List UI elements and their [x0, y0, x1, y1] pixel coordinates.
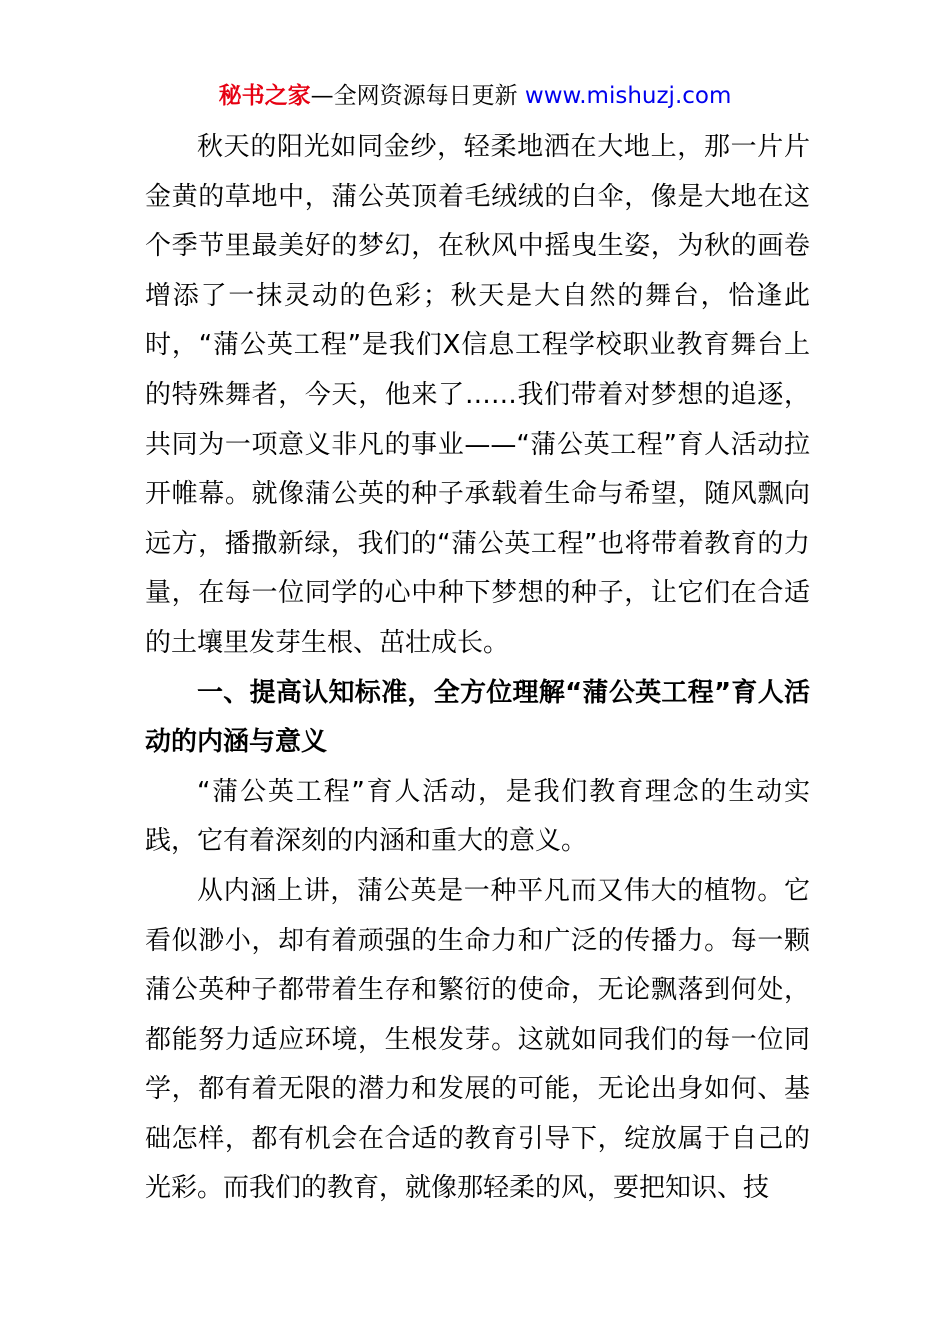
section-intro-paragraph: “蒲公英工程”育人活动，是我们教育理念的生动实践，它有着深刻的内涵和重大的意义。 — [145, 776, 810, 857]
brand-name: 秘书之家 — [218, 83, 311, 109]
page-header — [0, 80, 950, 112]
document-body — [145, 123, 810, 1214]
intro-paragraph: 秋天的阳光如同金纱，轻柔地洒在大地上，那一片片金黄的草地中，蒲公英顶着毛绒绒的白伞，像是大地在这个季节里最美好的梦幻，在秋风中摇曳生姿，为秋的画卷增添了一抹灵动的色彩；秋天是大自然的舞台，恰逢此时，“蒲公英工程”是我们X信息工程学校职业教育舞台上的特殊舞者，今天，他来了……我们带着对梦想的追逐，共同为一项意义非凡的事业——“蒲公英工程”育人活动拉开帷幕。就像蒲公英的种子承载着生命与希望，随风飘向远方，播撒新绿，我们的“蒲公英工程”也将带着教育的力量，在每一位同学的心中种下梦想的种子，让它们在合适的土壤里发芽生根、茁壮成长。 — [145, 132, 810, 658]
section-heading: 一、提高认知标准，全方位理解“蒲公英工程”育人活动的内涵与意义 — [145, 677, 810, 758]
connotation-paragraph: 从内涵上讲，蒲公英是一种平凡而又伟大的植物。它看似渺小，却有着顽强的生命力和广泛的传播力。每一颗蒲公英种子都带着生存和繁衍的使命，无论飘落到何处，都能努力适应环境，生根发芽。这就如同我们的每一位同学，都有着无限的潜力和发展的可能，无论出身如何、基础怎样，都有机会在合适的教育引导下，绽放属于自己的光彩。而我们的教育，就像那轻柔的风，要把知识、技 — [145, 875, 810, 1204]
website-link[interactable]: www.mishuzj.com — [524, 83, 732, 109]
header-tagline: —全网资源每日更新 — [310, 83, 518, 109]
